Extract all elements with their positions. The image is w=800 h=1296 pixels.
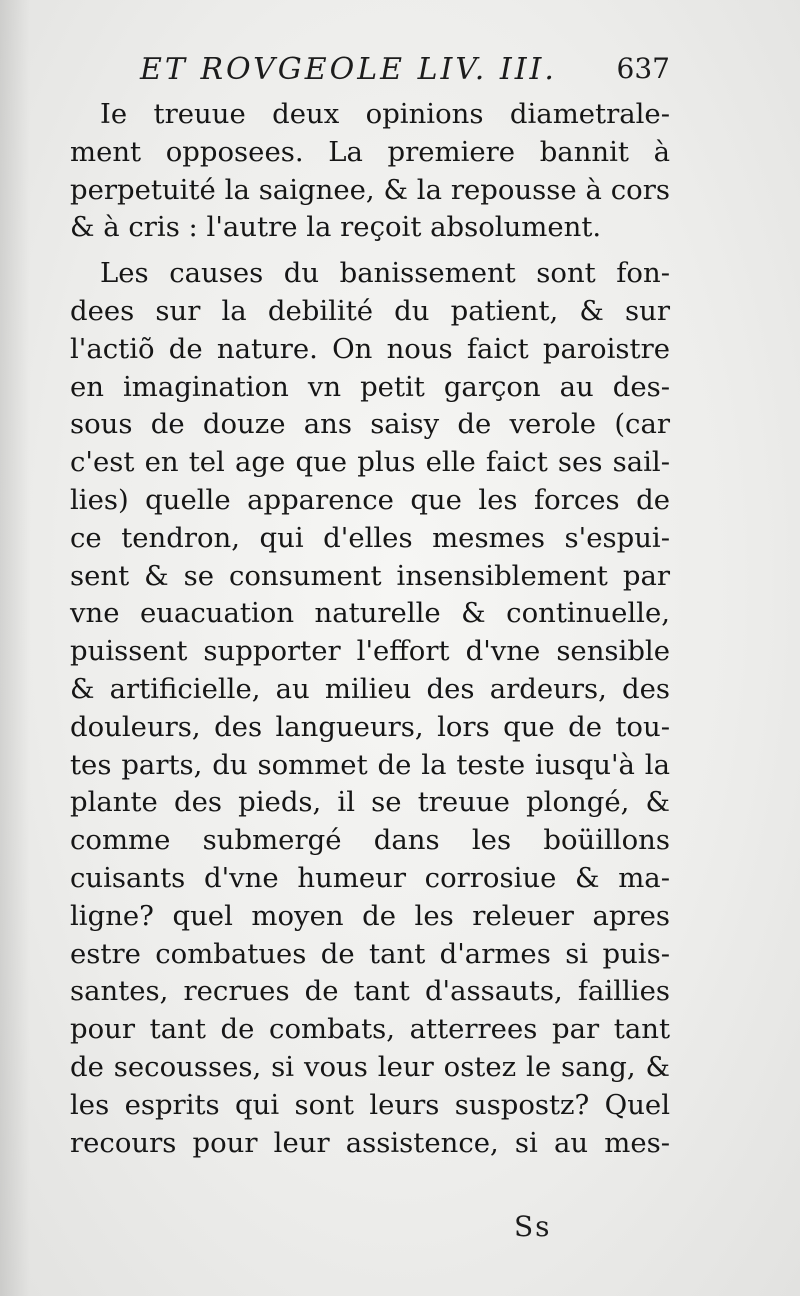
paragraph-gap	[70, 247, 670, 255]
text-line: ment opposees. La premiere bannit à	[70, 135, 670, 168]
text-line: cuisants d'vne humeur corrosiue & ma-	[70, 861, 670, 894]
text-line: recours pour leur assistence, si au mes-	[70, 1126, 670, 1159]
text-line: ligne? quel moyen de les releuer apres	[70, 899, 670, 932]
text-line: plante des pieds, il se treuue plongé, &	[70, 786, 670, 819]
text-line: de secousses, si vous leur ostez le sang, &	[70, 1050, 670, 1083]
text-line: pour tant de combats, atterrees par tant	[70, 1013, 670, 1046]
page-number: 637	[616, 52, 670, 85]
text-line: douleurs, des langueurs, lors que de tou-	[70, 710, 670, 743]
text-line: vne euacuation naturelle & continuelle,	[70, 597, 670, 630]
text-line: c'est en tel age que plus elle faict ses sail-	[70, 446, 670, 479]
text-line: sous de douze ans saisy de verole (car	[70, 408, 670, 441]
body-text	[70, 96, 670, 1162]
text-line: & à cris : l'autre la reçoit absolument.	[70, 211, 602, 244]
text-line: dees sur la debilité du patient, & sur	[70, 294, 670, 327]
text-line: en imagination vn petit garçon au des-	[70, 370, 670, 403]
text-line: perpetuité la saignee, & la repousse à cors	[70, 173, 670, 206]
catchword: Ss	[514, 1210, 552, 1243]
running-head	[140, 52, 670, 96]
text-line: les esprits qui sont leurs suspostz? Quel	[70, 1088, 670, 1121]
text-line: santes, recrues de tant d'assauts, faillies	[70, 975, 670, 1008]
text-line: puissent supporter l'effort d'vne sensible	[70, 635, 670, 668]
text-line: sent & se consument insensiblement par	[70, 559, 670, 592]
text-line: ce tendron, qui d'elles mesmes s'espui-	[70, 521, 670, 554]
running-title: ET ROVGEOLE LIV. III.	[140, 52, 557, 87]
text-line: l'actiõ de nature. On nous faict paroistre	[70, 332, 670, 365]
text-line: estre combatues de tant d'armes si puis-	[70, 937, 670, 970]
gutter-shadow	[0, 0, 30, 1296]
text-line: & artificielle, au milieu des ardeurs, des	[70, 672, 670, 705]
text-line: lies) quelle apparence que les forces de	[70, 483, 670, 516]
text-line: comme submergé dans les boüillons	[70, 824, 670, 857]
text-line: tes parts, du sommet de la teste iusqu'à la	[70, 748, 670, 781]
text-line: Ie treuue deux opinions diametrale-	[100, 98, 670, 130]
text-line: Les causes du banissement sont fon-	[100, 257, 670, 290]
